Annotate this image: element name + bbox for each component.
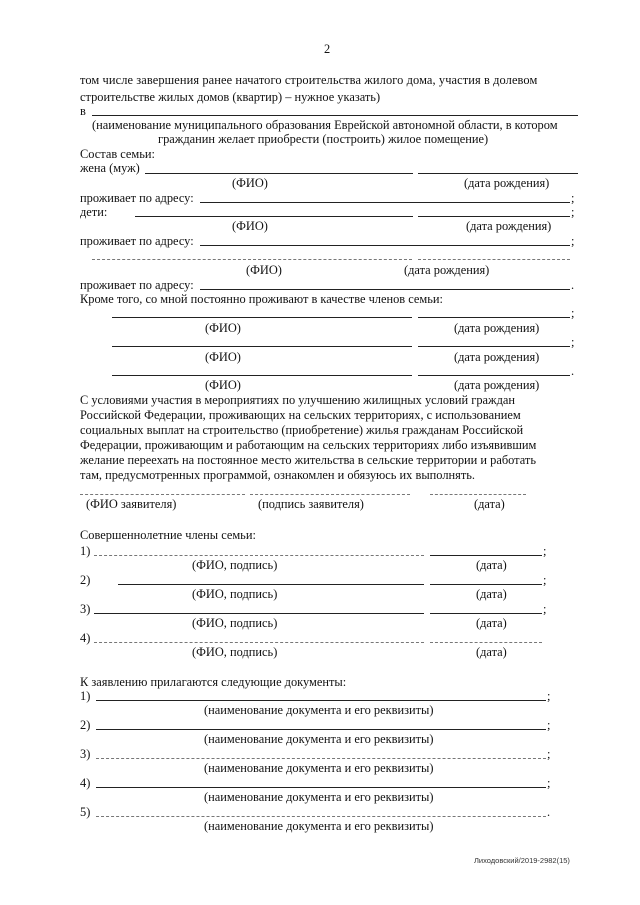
document-4-caption: (наименование документа и его реквизиты): [204, 790, 434, 804]
adult-member-2-fio-line[interactable]: [118, 584, 424, 585]
adult-member-number-2: 2): [80, 573, 91, 587]
child1-birth-line[interactable]: [418, 216, 570, 217]
child1-birth-caption: (дата рождения): [466, 219, 552, 233]
family-heading: Состав семьи:: [80, 147, 155, 161]
document-4-line[interactable]: [96, 787, 546, 788]
applicant-fio-line[interactable]: [80, 494, 245, 495]
applicant-date-line[interactable]: [430, 494, 526, 495]
adult-member-number-1: 1): [80, 544, 91, 558]
member3-fio-line[interactable]: [112, 375, 412, 376]
document-registration-id: Лиходовский/2019-2982(15): [474, 856, 570, 865]
spouse-fio-caption: (ФИО): [232, 176, 268, 190]
adult-member-2-date-caption: (дата): [476, 587, 507, 601]
adult-members-heading: Совершеннолетние члены семьи:: [80, 528, 256, 542]
page-number: 2: [324, 42, 331, 56]
adult-member-number-3: 3): [80, 602, 91, 616]
adult-member-3-date-caption: (дата): [476, 616, 507, 630]
member2-fio-caption: (ФИО): [205, 350, 241, 364]
document-number-1: 1): [80, 689, 91, 703]
document-number-4: 4): [80, 776, 91, 790]
member3-birth-caption: (дата рождения): [454, 378, 540, 392]
member1-birth-line[interactable]: [418, 317, 570, 318]
child2-birth-caption: (дата рождения): [404, 263, 490, 277]
member1-fio-line[interactable]: [112, 317, 412, 318]
applicant-date-caption: (дата): [474, 497, 505, 511]
adult-member-number-4: 4): [80, 631, 91, 645]
member3-fio-caption: (ФИО): [205, 378, 241, 392]
document-3-line[interactable]: [96, 758, 546, 759]
document-2-line[interactable]: [96, 729, 546, 730]
spouse-birth-line[interactable]: [418, 173, 578, 174]
adult-member-3-fio-line[interactable]: [94, 613, 424, 614]
adult-member-1-fio-line[interactable]: [94, 555, 424, 556]
conditions-line-5: желание переехать на постоянное место жительства в сельские территории и работать: [80, 453, 536, 467]
intro-line-2: строительстве жилых домов (квартир) – нужное указать): [80, 90, 381, 104]
document-1-line[interactable]: [96, 700, 546, 701]
adult-member-2-date-line[interactable]: [430, 584, 542, 585]
adult-member-4-date-caption: (дата): [476, 645, 507, 659]
prefix-v: в: [80, 104, 86, 118]
child2-fio-caption: (ФИО): [246, 263, 282, 277]
intro-line-1: том числе завершения ранее начатого строительства жилого дома, участия в долевом: [80, 73, 538, 87]
spouse-fio-line[interactable]: [145, 173, 413, 174]
member1-birth-caption: (дата рождения): [454, 321, 540, 335]
child1-fio-line[interactable]: [135, 216, 413, 217]
document-5-caption: (наименование документа и его реквизиты): [204, 819, 434, 833]
document-2-caption: (наименование документа и его реквизиты): [204, 732, 434, 746]
conditions-line-2: Российской Федерации, проживающих на сельских территориях, с использованием: [80, 408, 521, 422]
adult-member-3-date-line[interactable]: [430, 613, 542, 614]
municipality-caption-1: (наименование муниципального образования Еврейской автономной области, в котором: [92, 118, 558, 132]
spouse-label: жена (муж): [80, 161, 140, 175]
member1-fio-caption: (ФИО): [205, 321, 241, 335]
child1-address-label: проживает по адресу:: [80, 234, 194, 248]
documents-heading: К заявлению прилагаются следующие документы:: [80, 675, 347, 689]
child2-address-label: проживает по адресу:: [80, 278, 194, 292]
spouse-birth-caption: (дата рождения): [464, 176, 550, 190]
member2-fio-line[interactable]: [112, 346, 412, 347]
child2-birth-line[interactable]: [418, 259, 570, 260]
adult-member-4-fio-line[interactable]: [94, 642, 424, 643]
children-label: дети:: [80, 205, 108, 219]
adult-member-1-date-line[interactable]: [430, 555, 542, 556]
applicant-signature-line[interactable]: [250, 494, 410, 495]
conditions-line-4: Федерации, проживающим и работающим на сельских территориях либо изъявившим: [80, 438, 537, 452]
adult-member-1-caption: (ФИО, подпись): [192, 558, 278, 572]
spouse-address-line[interactable]: [200, 202, 570, 203]
child1-address-line[interactable]: [200, 245, 570, 246]
adult-member-4-caption: (ФИО, подпись): [192, 645, 278, 659]
municipality-caption-2: гражданин желает приобрести (построить) жилое помещение): [158, 132, 489, 146]
adult-member-2-caption: (ФИО, подпись): [192, 587, 278, 601]
spouse-address-label: проживает по адресу:: [80, 191, 194, 205]
conditions-line-1: С условиями участия в мероприятиях по улучшению жилищных условий граждан: [80, 393, 516, 407]
municipality-line[interactable]: [92, 115, 578, 116]
member2-birth-line[interactable]: [418, 346, 570, 347]
other-members-text: Кроме того, со мной постоянно проживают в качестве членов семьи:: [80, 292, 443, 306]
document-3-caption: (наименование документа и его реквизиты): [204, 761, 434, 775]
adult-member-4-date-line[interactable]: [430, 642, 542, 643]
conditions-line-6: там, предусмотренных программой, ознакомлен и обязуюсь их выполнять.: [80, 468, 475, 482]
child1-fio-caption: (ФИО): [232, 219, 268, 233]
child2-address-line[interactable]: [200, 289, 570, 290]
applicant-signature-caption: (подпись заявителя): [258, 497, 364, 511]
adult-member-1-date-caption: (дата): [476, 558, 507, 572]
document-number-2: 2): [80, 718, 91, 732]
document-5-line[interactable]: [96, 816, 546, 817]
child2-fio-line[interactable]: [92, 259, 412, 260]
member3-birth-line[interactable]: [418, 375, 570, 376]
document-1-caption: (наименование документа и его реквизиты): [204, 703, 434, 717]
member2-birth-caption: (дата рождения): [454, 350, 540, 364]
adult-member-3-caption: (ФИО, подпись): [192, 616, 278, 630]
conditions-line-3: социальных выплат на строительство (приобретение) жилья гражданам Российской: [80, 423, 524, 437]
applicant-fio-caption: (ФИО заявителя): [86, 497, 177, 511]
document-number-3: 3): [80, 747, 91, 761]
document-number-5: 5): [80, 805, 91, 819]
